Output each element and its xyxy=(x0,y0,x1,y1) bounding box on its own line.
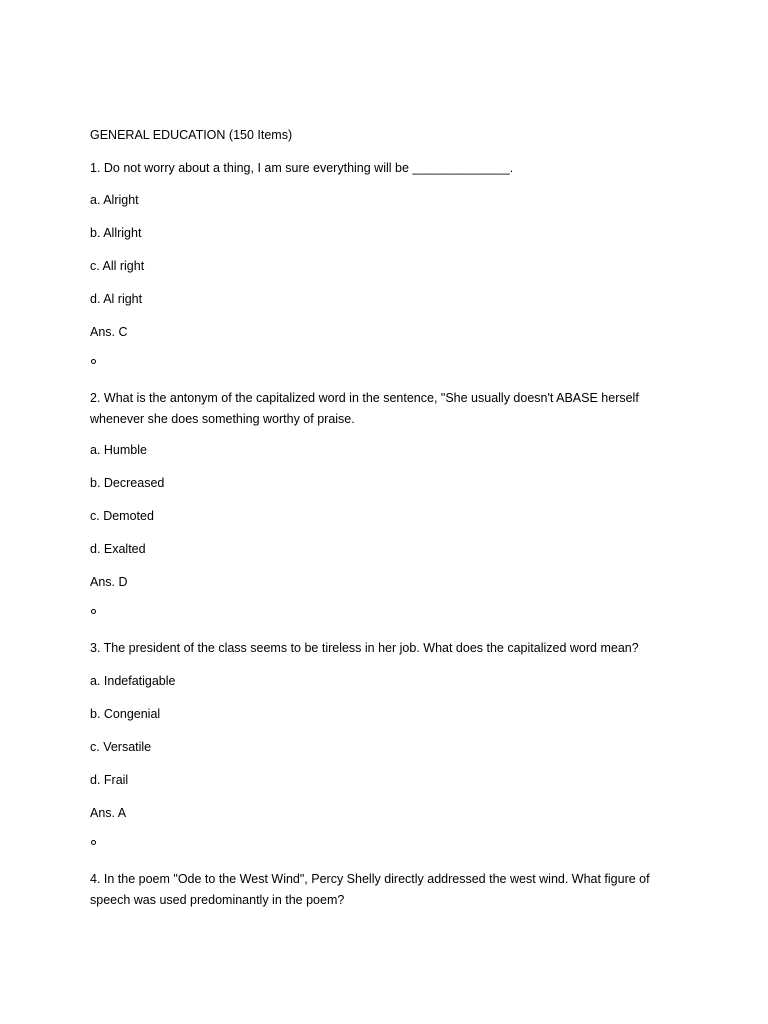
question-1-text: 1. Do not worry about a thing, I am sure everything will be ______________. xyxy=(90,161,514,175)
question-2-option-a: a. Humble xyxy=(90,443,147,457)
question-2-text: 2. What is the antonym of the capitalized word in the sentence, "She usually doesn't ABASE herself whenever she does something worthy of praise. xyxy=(90,391,639,426)
question-4-text: 4. In the poem "Ode to the West Wind", Percy Shelly directly addressed the west wind. What figure of speech was used predominantly in the poem? xyxy=(90,872,650,907)
question-2-option-b: b. Decreased xyxy=(90,476,165,490)
bullet-icon xyxy=(91,609,96,614)
bullet-icon xyxy=(91,840,96,845)
question-3-answer: Ans. A xyxy=(90,806,127,820)
question-3-text: 3. The president of the class seems to be tireless in her job. What does the capitalized word mean? xyxy=(90,641,639,655)
question-2-answer: Ans. D xyxy=(90,575,128,589)
question-1-option-a: a. Alright xyxy=(90,193,139,207)
question-1-option-d: d. Al right xyxy=(90,292,143,306)
bullet-icon xyxy=(91,359,96,364)
question-2-option-d: d. Exalted xyxy=(90,542,146,556)
question-3-option-c: c. Versatile xyxy=(90,740,152,754)
question-3-option-d: d. Frail xyxy=(90,773,129,787)
question-1-answer: Ans. C xyxy=(90,325,128,339)
question-3-option-b: b. Congenial xyxy=(90,707,161,721)
document-title: GENERAL EDUCATION (150 Items) xyxy=(90,128,293,142)
question-1-option-c: c. All right xyxy=(90,259,145,273)
question-1-option-b: b. Allright xyxy=(90,226,142,240)
question-3-option-a: a. Indefatigable xyxy=(90,674,176,688)
question-2-option-c: c. Demoted xyxy=(90,509,154,523)
